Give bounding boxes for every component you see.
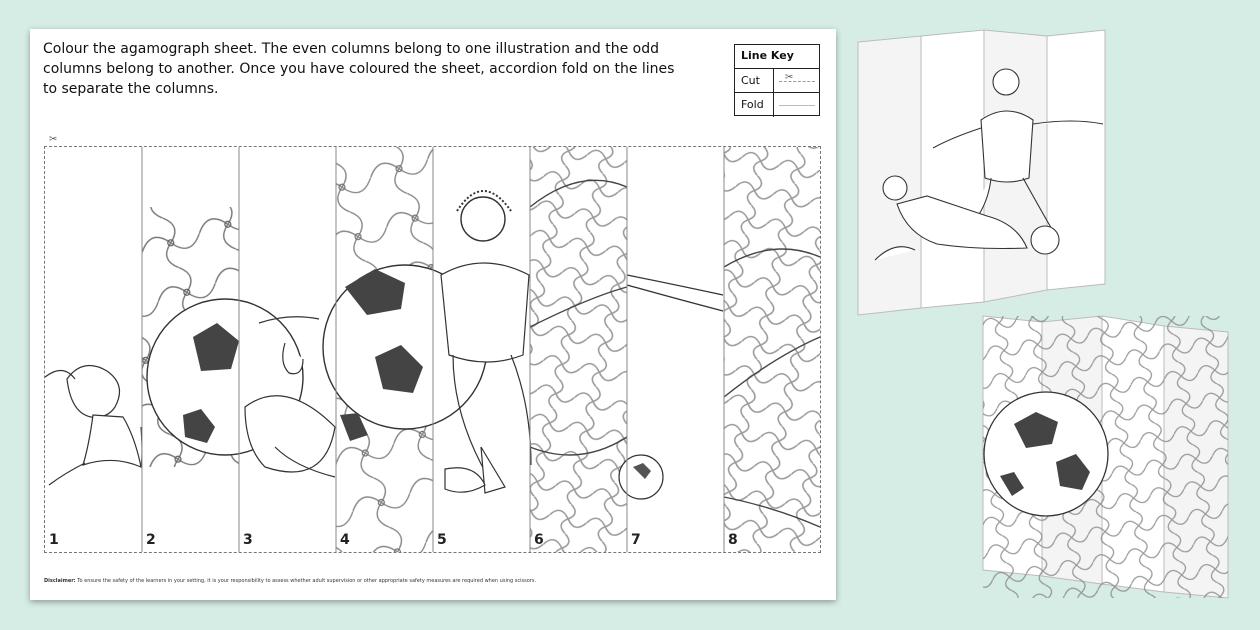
disclaimer-label: Disclaimer: — [44, 578, 76, 584]
folded-preview-players — [855, 28, 1110, 320]
column-8-illustration — [724, 147, 820, 552]
instructions-line-2: columns belong to another. Once you have coloured the sheet, accordion fold on the lines — [43, 61, 675, 77]
column-number-2: 2 — [146, 532, 156, 548]
disclaimer-text: To ensure the safety of the learners in your setting, it is your responsibility to assess whether adult supervision or other appropriate safety measures are required when using scissors. — [75, 578, 537, 584]
column-7-illustration — [619, 275, 723, 499]
column-number-5: 5 — [437, 532, 447, 548]
column-illustrations — [45, 147, 820, 552]
folded-preview-ball — [980, 312, 1232, 604]
column-1-illustration — [45, 366, 142, 485]
instructions-line-1: Colour the agamograph sheet. The even columns belong to one illustration and the odd — [43, 41, 660, 57]
column-number-6: 6 — [534, 532, 544, 548]
disclaimer — [44, 578, 536, 584]
column-number-7: 7 — [631, 532, 641, 548]
line-key-fold-label: Fold — [741, 98, 764, 111]
instructions — [43, 39, 693, 99]
scissors-icon: ✂ — [49, 134, 58, 145]
line-key-cut-label: Cut — [741, 74, 760, 87]
line-key-title: Line Key — [735, 45, 819, 69]
line-key-cut-row — [735, 69, 819, 93]
line-key — [734, 44, 820, 116]
column-6-illustration — [530, 147, 627, 552]
column-2-illustration — [142, 147, 303, 552]
column-number-1: 1 — [49, 532, 59, 548]
soccer-ball-icon — [984, 392, 1108, 516]
column-number-4: 4 — [340, 532, 350, 548]
column-number-3: 3 — [243, 532, 253, 548]
column-5-illustration — [441, 191, 531, 493]
agamograph-sheet — [30, 29, 836, 600]
agamograph-columns — [44, 146, 821, 553]
instructions-line-3: to separate the columns. — [43, 81, 219, 97]
scissors-icon: ✂ — [785, 72, 794, 83]
line-key-fold-row — [735, 93, 819, 117]
column-number-8: 8 — [728, 532, 738, 548]
fold-line-sample — [779, 105, 815, 106]
